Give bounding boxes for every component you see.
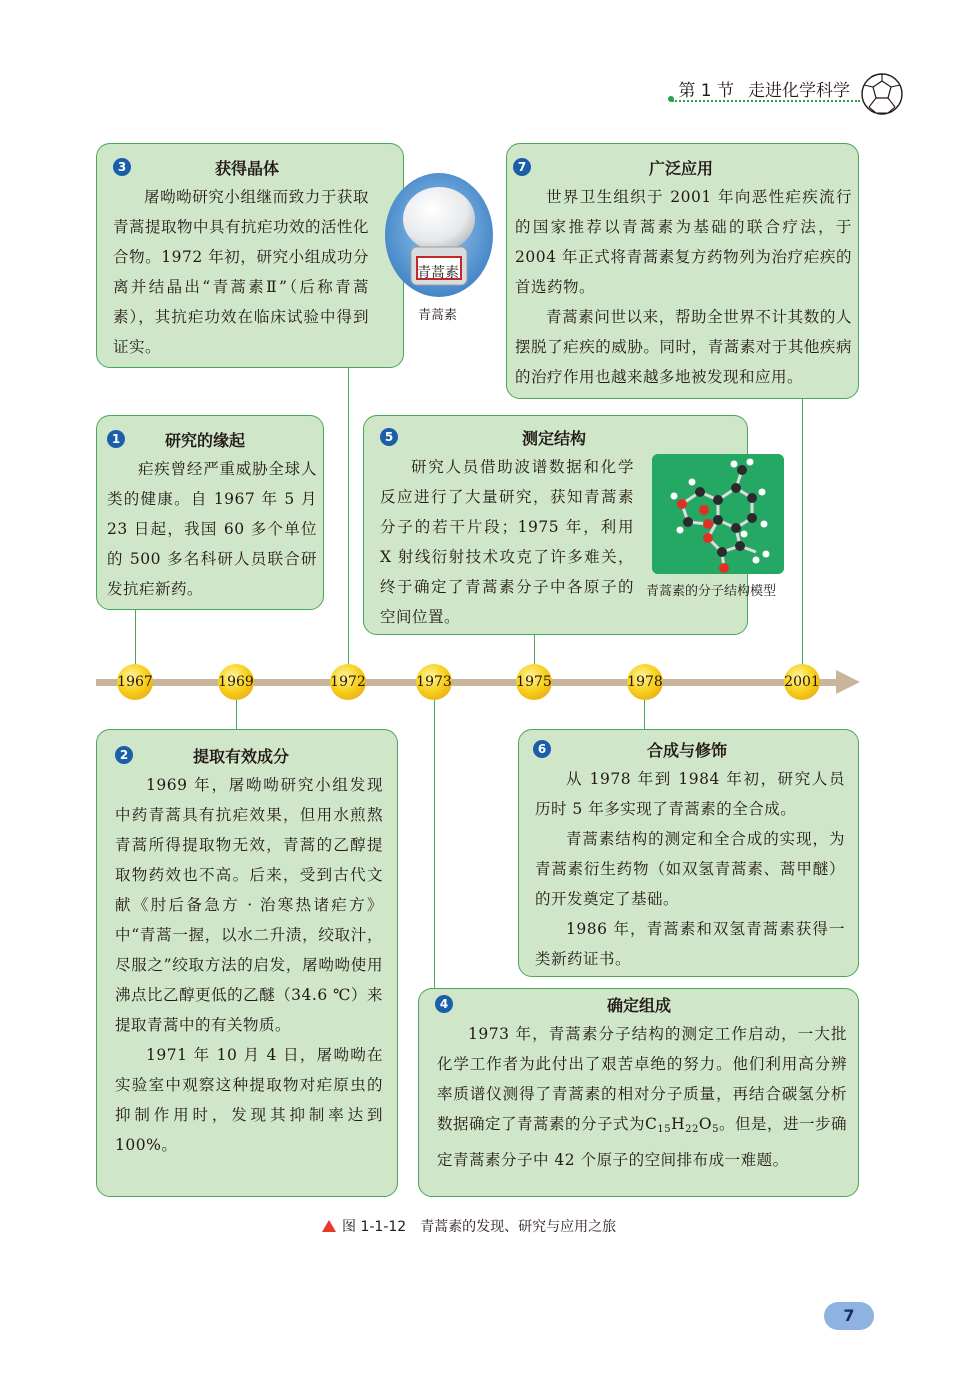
year-marker-1967: 1967	[117, 664, 153, 700]
page-number: 7	[824, 1302, 874, 1330]
molecular-formula: $C_{15}H_{22}O_5$	[645, 1115, 719, 1135]
stage-number-badge: 7	[513, 158, 531, 176]
paragraph-tail: 。但是，进一步确定青蒿素分子中 42 个原子的空间排布成一难题。	[437, 1115, 847, 1169]
connector-1973	[434, 700, 435, 990]
stage-title: 测定结构	[522, 429, 587, 448]
photo-caption: 青蒿素	[418, 308, 458, 323]
stage-text	[107, 454, 317, 604]
stage-title: 合成与修饰	[647, 741, 728, 760]
stage-paragraph: 1986 年，青蒿素和双氢青蒿素获得一类新药证书。	[535, 920, 845, 968]
stage-box-3	[96, 143, 404, 368]
crystal-label: 青蒿素	[417, 265, 459, 281]
figure-title: 青蒿素的发现、研究与应用之旅	[420, 1219, 617, 1235]
stage-paragraph: 从 1978 年到 1984 年初，研究人员历时 5 年多实现了青蒿素的全合成。	[535, 770, 845, 818]
chapter-header	[678, 76, 850, 101]
stage-box-1	[96, 415, 324, 610]
triangle-marker-icon	[322, 1220, 336, 1232]
molecule-model-image	[652, 454, 784, 574]
year-marker-1975: 1975	[516, 664, 552, 700]
stage-text	[380, 452, 634, 632]
stage-paragraph: 研究人员借助波谱数据和化学反应进行了大量研究，获知青蒿素分子的若干片段；1975 年，利用 X 射线衍射技术攻克了许多难关，终于确定了青蒿素分子中各原子的空间位置。	[380, 458, 634, 626]
header-rule	[672, 100, 860, 102]
connector-1969	[236, 700, 237, 730]
stage-number-badge: 1	[107, 430, 125, 448]
connector-1975	[534, 634, 535, 665]
stage-text	[437, 1019, 847, 1175]
figure-caption	[322, 1216, 616, 1236]
stage-text	[115, 770, 383, 1160]
stage-paragraph: 1969 年，屠呦呦研究小组发现中药青蒿具有抗疟效果，但用水煎熬青蒿所得提取物无效，青蒿的乙醇提取物药效也不高。后来，受到古代文献《肘后备急方 · 治寒热诸疟方》中“青蒿一握，以水二升渍，绞取汁，尽服之”绞取方法的启发，屠呦呦使用沸点比乙醇更低的乙醚（34.6 ℃）来提取青蒿中的有关物质。	[115, 776, 383, 1034]
artemisinin-crystal-photo	[383, 173, 495, 303]
stage-paragraph	[437, 1019, 847, 1175]
stage-paragraph: 1971 年 10 月 4 日，屠呦呦在实验室中观察这种提取物对疟原虫的抑制作用时，发现其抑制率达到 100%。	[115, 1046, 383, 1154]
connector-1978	[644, 700, 645, 730]
stage-paragraph: 屠呦呦研究小组继而致力于获取青蒿提取物中具有抗疟功效的活性化合物。1972 年初，研究小组成功分离并结晶出“青蒿素Ⅱ”（后称青蒿素），其抗疟功效在临床试验中得到证实。	[113, 188, 370, 356]
stage-number-badge: 3	[113, 158, 131, 176]
year-marker-1978: 1978	[627, 664, 663, 700]
year-marker-1972: 1972	[330, 664, 366, 700]
stage-paragraph: 青蒿素结构的测定和全合成的实现，为青蒿素衍生药物（如双氢青蒿素、蒿甲醚）的开发奠定了基础。	[535, 830, 845, 908]
stage-paragraph: 青蒿素问世以来，帮助全世界不计其数的人摆脱了疟疾的威胁。同时，青蒿素对于其他疾病的治疗作用也越来越多地被发现和应用。	[515, 308, 852, 386]
stage-title: 确定组成	[607, 996, 672, 1015]
stage-number-badge: 4	[435, 995, 453, 1013]
stage-paragraph: 疟疾曾经严重威胁全球人类的健康。自 1967 年 5 月 23 日起，我国 60 多个单位的 500 多名科研人员联合研发抗疟新药。	[107, 460, 317, 598]
timeline-bar	[96, 679, 838, 686]
timeline-arrow-icon	[836, 670, 860, 694]
stage-text	[113, 182, 369, 362]
year-marker-1969: 1969	[218, 664, 254, 700]
stage-box-7	[506, 143, 859, 399]
stage-number-badge: 5	[380, 428, 398, 446]
year-marker-1973: 1973	[416, 664, 452, 700]
stage-box-2	[96, 729, 398, 1197]
figure-number: 图 1-1-12	[342, 1219, 407, 1235]
stage-title: 获得晶体	[215, 159, 280, 178]
fullerene-icon	[860, 72, 904, 116]
stage-paragraph: 世界卫生组织于 2001 年向恶性疟疾流行的国家推荐以青蒿素为基础的联合疗法，于 2004 年正式将青蒿素复方药物列为治疗疟疾的首选药物。	[515, 188, 852, 296]
stage-text	[515, 182, 852, 392]
stage-number-badge: 6	[533, 740, 551, 758]
stage-box-6	[518, 729, 859, 977]
connector-1967	[135, 609, 136, 665]
stage-title: 广泛应用	[649, 159, 714, 178]
model-caption: 青蒿素的分子结构模型	[646, 584, 777, 599]
section-title: 走进化学科学	[748, 81, 850, 101]
year-marker-2001: 2001	[784, 664, 820, 700]
connector-1972	[348, 367, 349, 665]
stage-text	[535, 764, 845, 974]
connector-2001	[802, 398, 803, 665]
stage-box-4	[418, 988, 859, 1197]
stage-number-badge: 2	[115, 746, 133, 764]
paragraph-lead: 1973 年，青蒿素分子结构的测定工作启动，一大批化学工作者为此付出了艰苦卓绝的努力。他们利用高分辨率质谱仪测得了青蒿素的相对分子质量，再结合碳氢分析数据确定了青蒿素的分子式为	[437, 1025, 847, 1133]
stage-title: 提取有效成分	[193, 747, 290, 766]
stage-title: 研究的缘起	[165, 431, 246, 450]
section-number: 第 1 节	[678, 81, 734, 101]
